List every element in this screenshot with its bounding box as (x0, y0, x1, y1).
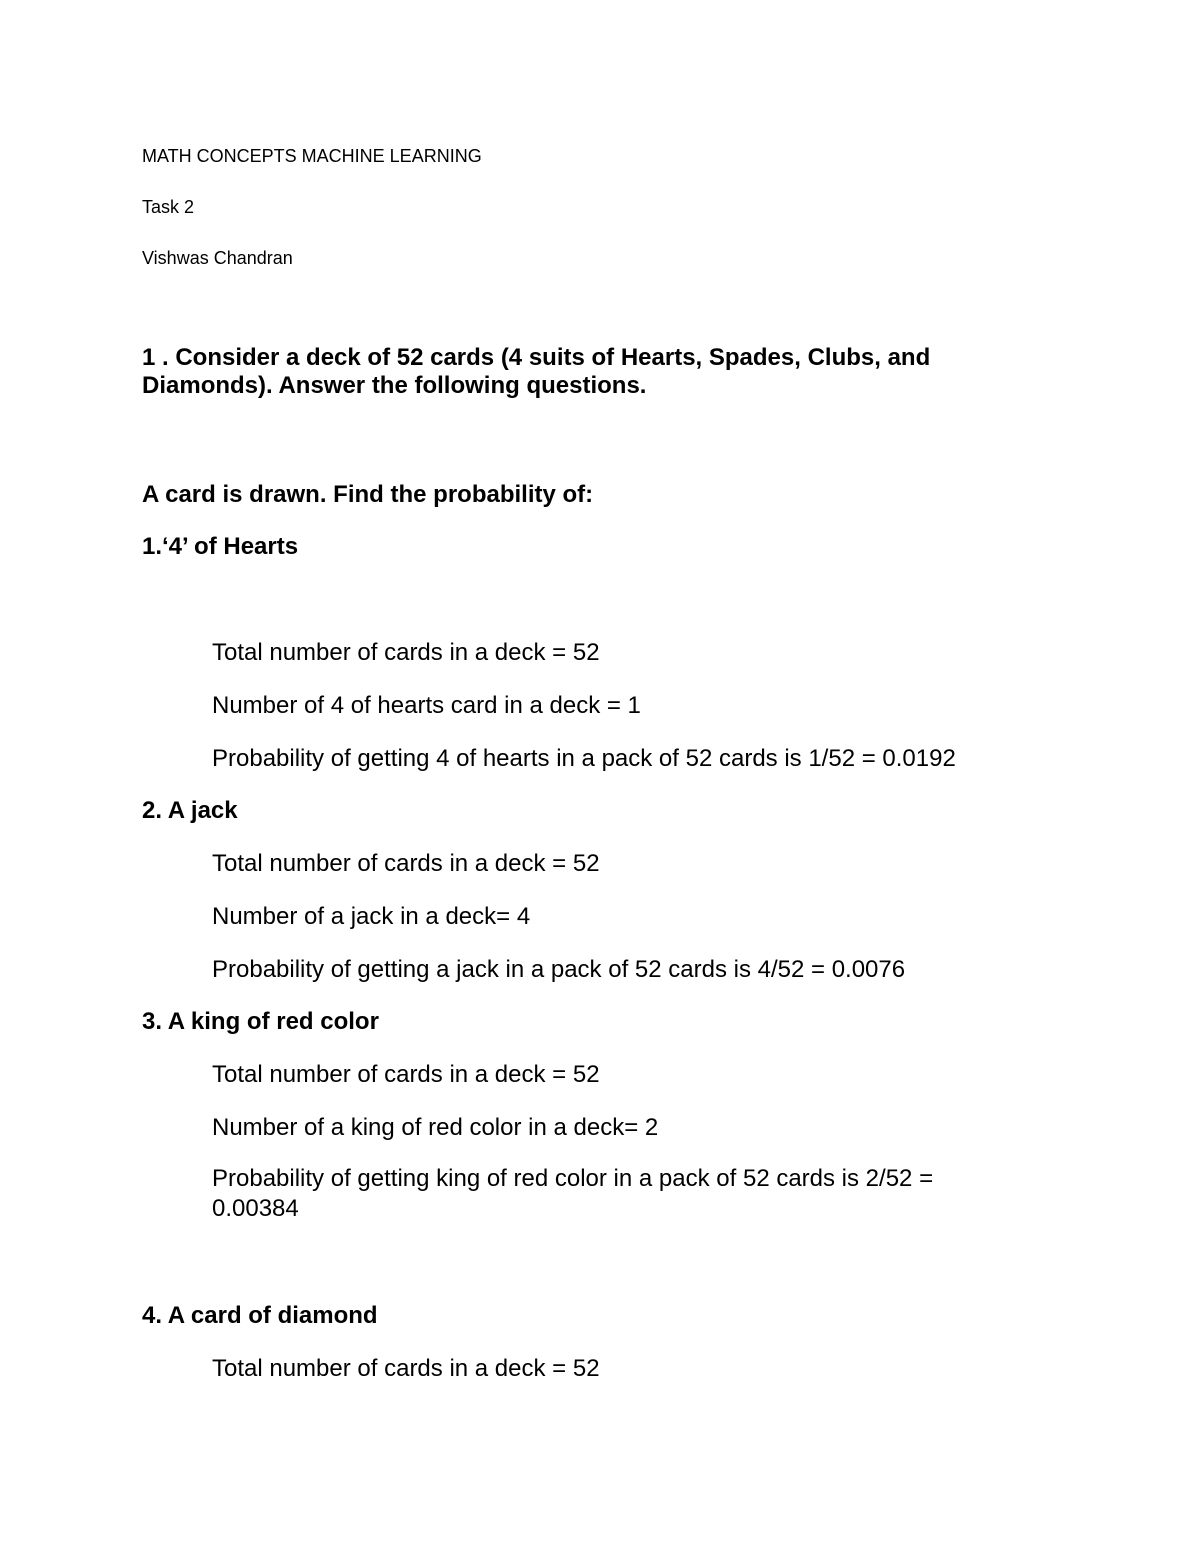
author-name: Vishwas Chandran (142, 248, 293, 268)
part-1-line-1: Total number of cards in a deck = 52 (212, 639, 600, 666)
question-prompt: 1 . Consider a deck of 52 cards (4 suits of Hearts, Spades, Clubs, and Diamonds). Answer the following questions. (142, 344, 931, 399)
part-3-line-1: Total number of cards in a deck = 52 (212, 1061, 600, 1088)
course-title: MATH CONCEPTS MACHINE LEARNING (142, 146, 482, 166)
part-1-line-3: Probability of getting 4 of hearts in a pack of 52 cards is 1/52 = 0.0192 (212, 745, 956, 772)
part-4-line-1: Total number of cards in a deck = 52 (212, 1355, 600, 1382)
part-2-line-2: Number of a jack in a deck= 4 (212, 903, 531, 930)
task-label: Task 2 (142, 197, 195, 217)
part-1-line-2: Number of 4 of hearts card in a deck = 1 (212, 692, 641, 719)
part-3-line-3: Probability of getting king of red color in a pack of 52 cards is 2/52 = 0.00384 (212, 1165, 934, 1222)
part-4-title: 4. A card of diamond (142, 1302, 378, 1329)
part-2-line-3: Probability of getting a jack in a pack of 52 cards is 4/52 = 0.0076 (212, 956, 906, 983)
question-subprompt: A card is drawn. Find the probability of: (142, 481, 594, 508)
part-2-title: 2. A jack (142, 797, 238, 824)
part-3-line-2: Number of a king of red color in a deck= 2 (212, 1114, 659, 1141)
part-1-title: 1.‘4’ of Hearts (142, 533, 299, 560)
part-3-title: 3. A king of red color (142, 1008, 379, 1035)
part-2-line-1: Total number of cards in a deck = 52 (212, 850, 600, 877)
